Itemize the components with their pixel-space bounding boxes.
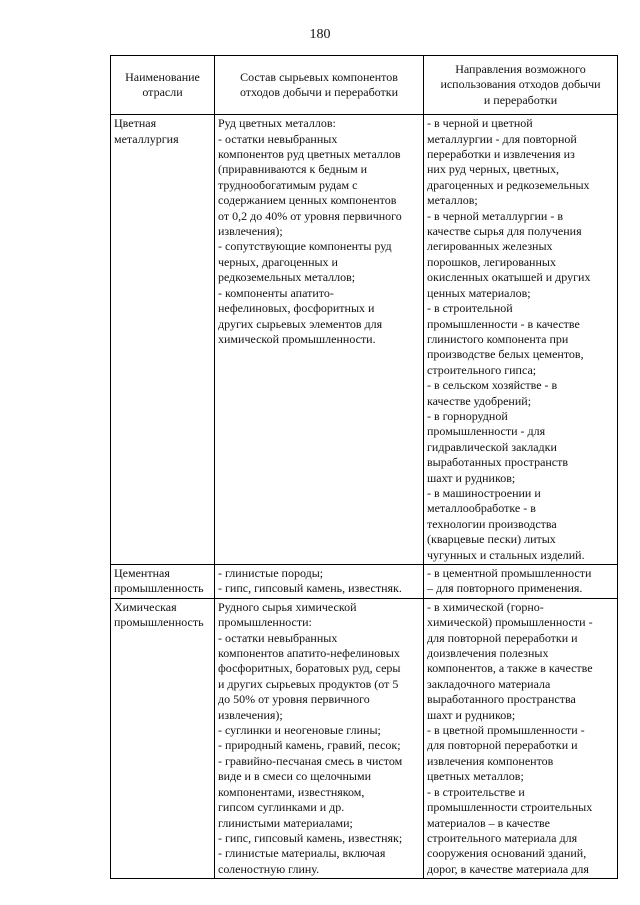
cell-line: - суглинки и неогеновые глины; [218, 723, 381, 738]
cell-line: Цементная [114, 566, 170, 580]
header-line: отходов добычи и переработки [239, 85, 399, 100]
cell-line: - в цементной промышленности [427, 566, 592, 580]
cell-line: для повторной переработки и [427, 630, 578, 645]
cell-line: сооружения оснований зданий, [427, 846, 587, 861]
cell-line: соленостную глину. [218, 861, 320, 876]
cell-line: доизвлечения полезных [427, 646, 549, 661]
cell-line: промышленности строительных [427, 800, 593, 815]
cell-industry [111, 598, 215, 878]
header-directions [424, 56, 618, 115]
header-line: Направления возможного [455, 62, 586, 76]
cell-line: промышленности - для [427, 424, 546, 439]
cell-line: - сопутствующие компоненты руд [218, 239, 392, 254]
cell-line: - остатки невыбранных [218, 630, 338, 645]
cell-line: и других сырьевых продуктов (от 5 [218, 676, 399, 691]
cell-line: Цветная [114, 116, 157, 131]
cell-line: - глинистые материалы, включая [218, 846, 386, 861]
cell-line: компонентов, а также в качестве [427, 661, 593, 676]
cell-line: редкоземельных металлов; [218, 270, 356, 285]
cell-industry [111, 115, 215, 565]
cell-line: - компоненты апатито- [218, 285, 334, 300]
cell-line: промышленности - в качестве [427, 316, 580, 331]
cell-composition [215, 115, 424, 565]
cell-line: - в химической (горно- [427, 599, 544, 614]
cell-line: компонентами, известняком, [218, 784, 365, 799]
cell-line: ценных материалов; [427, 285, 531, 300]
cell-line: - в черной и цветной [427, 116, 533, 131]
cell-directions [424, 598, 618, 878]
cell-line: качестве сырья для получения [427, 224, 582, 239]
cell-line: закладочного материала [427, 676, 551, 691]
cell-line: них руд черных, цветных, [427, 162, 559, 177]
cell-line: строительного материала для [427, 830, 578, 845]
cell-line: шахт и рудников; [427, 470, 516, 485]
cell-line: гидравлической закладки [427, 439, 557, 454]
cell-line: шахт и рудников; [427, 707, 516, 722]
table-row [111, 115, 618, 565]
cell-line: цветных металлов; [427, 769, 524, 784]
table-header-row [111, 56, 618, 115]
cell-line: других сырьевых элементов для [218, 316, 383, 331]
cell-line: материалов – в качестве [427, 815, 550, 830]
cell-industry [111, 565, 215, 599]
cell-line: окисленных окатышей и других [427, 270, 591, 285]
cell-directions [424, 565, 618, 599]
cell-line: - глинистые породы; [218, 566, 324, 580]
cell-line: (кварцевые пески) литых [427, 532, 556, 547]
cell-line: химической промышленности. [218, 331, 376, 346]
cell-line: компонентов руд цветных металлов [218, 147, 401, 162]
cell-line: химической) промышленности - [427, 615, 593, 630]
cell-line: извлечения); [218, 224, 283, 239]
cell-line: - в горнорудной [427, 408, 508, 423]
cell-line: металлов; [427, 193, 478, 208]
cell-line: труднообогатимым рудам с [218, 177, 358, 192]
cell-line: драгоценных и редкоземельных [427, 177, 590, 192]
cell-line: Руд цветных металлов: [218, 116, 336, 131]
cell-line: промышленность [114, 581, 204, 596]
cell-composition [215, 565, 424, 599]
cell-line: выработанных пространств [427, 455, 569, 470]
cell-line: промышленность [114, 615, 204, 630]
header-line: и переработки [483, 92, 558, 107]
header-line: Наименование [125, 69, 200, 84]
cell-line: чугунных и стальных изделий. [427, 547, 585, 562]
cell-line: - в сельском хозяйстве - в [427, 378, 558, 393]
cell-line: - остатки невыбранных [218, 131, 338, 146]
cell-line: Рудного сырья химической [218, 599, 357, 614]
cell-line: глинистого компонента при [427, 331, 569, 346]
cell-line: - гипс, гипсовый камень, известняк. [218, 581, 402, 596]
cell-line: Химическая [114, 599, 177, 614]
cell-line: легированных железных [427, 239, 553, 254]
header-industry [111, 56, 215, 115]
cell-line: фосфоритных, боратовых руд, серы [218, 661, 401, 676]
cell-line: виде и в смеси со щелочными [218, 769, 372, 784]
cell-line: металлургия [114, 131, 179, 146]
cell-line: черных, драгоценных и [218, 254, 338, 269]
header-line: использования отходов добычи [440, 77, 601, 92]
cell-line: - в черной металлургии - в [427, 208, 564, 223]
header-line: отрасли [142, 85, 183, 100]
cell-line: - в цветной промышленности - [427, 723, 585, 738]
cell-line: - гравийно-песчаная смесь в чистом [218, 753, 403, 768]
cell-line: до 50% от уровня первичного [218, 692, 370, 707]
cell-line: – для повторного применения. [427, 581, 583, 596]
cell-line: дорог, в качестве материала для [427, 861, 589, 876]
cell-line: - в машиностроении и [427, 485, 541, 500]
cell-line: - природный камень, гравий, песок; [218, 738, 401, 753]
cell-line: извлечения компонентов [427, 753, 554, 768]
table-row [111, 565, 618, 599]
cell-line: переработки и извлечения из [427, 147, 575, 162]
cell-line: выработанного пространства [427, 692, 576, 707]
cell-line: компонентов апатито-нефелиновых [218, 646, 400, 661]
cell-line: металлургии - для повторной [427, 131, 577, 146]
cell-line: глинистыми материалами; [218, 815, 353, 830]
cell-line: извлечения); [218, 707, 283, 722]
cell-line: содержанием ценных компонентов [218, 193, 397, 208]
header-line: Состав сырьевых компонентов [240, 69, 398, 84]
cell-line: - гипс, гипсовый камень, известняк; [218, 830, 403, 845]
cell-line: качестве удобрений; [427, 393, 532, 408]
page-number: 180 [309, 27, 331, 42]
cell-line: промышленности: [218, 615, 312, 630]
cell-line: для повторной переработки и [427, 738, 578, 753]
cell-line: нефелиновых, фосфоритных и [218, 301, 375, 316]
cell-composition [215, 598, 424, 878]
cell-line: технологии производства [427, 516, 557, 531]
cell-directions [424, 115, 618, 565]
waste-usage-table [110, 55, 618, 879]
cell-line: производстве белых цементов, [427, 347, 584, 362]
table-row [111, 598, 618, 878]
cell-line: строительного гипса; [427, 362, 537, 377]
cell-line: порошков, легированных [427, 254, 556, 269]
header-composition [215, 56, 424, 115]
cell-line: (приравниваются к бедным и [218, 162, 368, 177]
cell-line: - в строительной [427, 301, 513, 316]
cell-line: металлообработке - в [427, 501, 536, 516]
cell-line: от 0,2 до 40% от уровня первичного [218, 208, 402, 223]
cell-line: - в строительстве и [427, 784, 525, 799]
cell-line: гипсом суглинками и др. [218, 800, 345, 815]
